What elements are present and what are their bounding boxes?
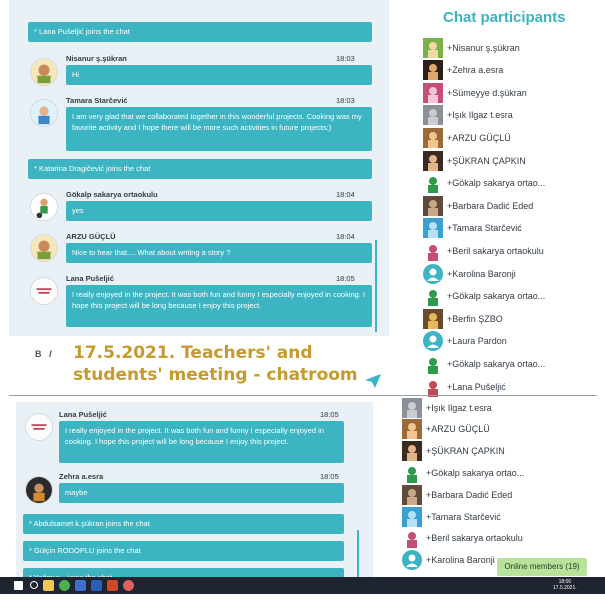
participant-name: +Gökalp sakarya ortao... <box>447 358 546 369</box>
participant-item[interactable] <box>423 263 516 284</box>
chat-panel-top <box>9 0 389 336</box>
participant-item[interactable] <box>402 462 524 483</box>
windows-start-icon[interactable] <box>14 581 23 590</box>
participant-item[interactable] <box>423 353 545 374</box>
online-members-button[interactable]: Online members (19) <box>497 558 587 576</box>
participant-name: +Karolina Baronji <box>447 268 516 279</box>
participants-title: Chat participants <box>443 9 566 26</box>
file-explorer-icon[interactable] <box>43 580 54 591</box>
user-avatar <box>30 58 58 86</box>
message-sender: Tamara Starčević <box>66 96 128 105</box>
participant-avatar <box>423 196 443 216</box>
user-avatar <box>25 476 53 504</box>
participant-avatar <box>402 398 422 418</box>
participant-item[interactable] <box>423 376 506 397</box>
participant-name: +ARZU GÜÇLÜ <box>426 424 490 435</box>
caption-line: students' meeting - chatroom <box>73 365 358 385</box>
taskbar <box>0 577 605 594</box>
system-message: * Abdulsamet k.şükran joins the chat <box>23 514 344 534</box>
message-bubble: I really enjoyed in the project. It was both fun and funny I especially enjoyed in cooking. I hope this project will be long because I enjoy this project. <box>59 421 344 463</box>
participant-avatar <box>423 60 443 80</box>
participant-avatar <box>402 441 422 461</box>
participant-avatar <box>423 264 443 284</box>
user-avatar <box>30 99 58 127</box>
participant-avatar <box>423 38 443 58</box>
participant-item[interactable] <box>423 82 527 103</box>
italic-button[interactable]: I <box>49 349 52 359</box>
system-message: * Katarina Dragičević joins the chat <box>28 159 372 179</box>
participant-item[interactable] <box>402 419 490 440</box>
message-sender: ARZU GÜÇLÜ <box>66 232 116 241</box>
participant-item[interactable] <box>402 528 523 549</box>
participant-avatar <box>423 354 443 374</box>
user-avatar <box>30 193 58 221</box>
participant-name: +Barbara Dadić Eded <box>426 489 513 500</box>
clock-time: 18:06 <box>558 579 572 585</box>
message-time: 18:04 <box>336 190 355 199</box>
message-time: 18:05 <box>336 274 355 283</box>
participant-name: +Işık Ilgaz t.esra <box>426 402 492 413</box>
participant-avatar <box>423 309 443 329</box>
participant-avatar <box>402 550 422 570</box>
message-bubble: I am very glad that we collaborated together in this wonderful projects. Cooking was my favorite activity and I hope there will be more such activities in future projects;) <box>66 107 372 151</box>
user-avatar <box>30 277 58 305</box>
participant-item[interactable] <box>423 37 520 58</box>
message-time: 18:03 <box>336 96 355 105</box>
participant-item[interactable] <box>402 506 501 527</box>
participant-name: +ŞÜKRAN ÇAPKIN <box>447 155 526 166</box>
bold-button[interactable]: B <box>35 349 42 359</box>
participant-avatar <box>423 331 443 351</box>
participant-name: +Beril sakarya ortaokulu <box>447 245 544 256</box>
participant-name: +Laura Pardon <box>447 336 507 347</box>
participant-name: +Gökalp sakarya ortao... <box>447 291 546 302</box>
participant-name: +Barbara Dadić Eded <box>447 200 534 211</box>
participant-avatar <box>402 528 422 548</box>
participant-avatar <box>402 419 422 439</box>
user-avatar <box>30 234 58 262</box>
participant-item[interactable] <box>423 331 507 352</box>
participant-name: +Nisanur ş.şükran <box>447 42 520 53</box>
message-bubble: maybe <box>59 483 344 503</box>
caption-line: 17.5.2021. Teachers' and <box>73 343 313 363</box>
participant-item[interactable] <box>402 441 505 462</box>
participant-avatar <box>423 241 443 261</box>
participant-item[interactable] <box>423 240 544 261</box>
browser-icon[interactable] <box>123 580 134 591</box>
participant-avatar <box>423 286 443 306</box>
participant-item[interactable] <box>423 105 513 126</box>
participant-avatar <box>423 151 443 171</box>
participant-name: +Tamara Starčević <box>426 511 501 522</box>
message-time: 18:05 <box>320 472 339 481</box>
chat-scrollbar[interactable] <box>357 530 359 577</box>
participant-name: +Sümeyye d.şükran <box>447 87 527 98</box>
participants-panel-top <box>418 0 593 395</box>
participant-item[interactable] <box>423 60 503 81</box>
participant-name: +Beril sakarya ortaokulu <box>426 533 523 544</box>
participant-avatar <box>423 173 443 193</box>
participant-avatar <box>423 83 443 103</box>
media-icon[interactable] <box>75 580 86 591</box>
message-sender: Zehra a.esra <box>59 472 104 481</box>
message-time: 18:03 <box>336 54 355 63</box>
participant-name: +Tamara Starčević <box>447 223 522 234</box>
powerpoint-icon[interactable] <box>107 580 118 591</box>
participant-avatar <box>423 377 443 397</box>
participant-avatar <box>402 507 422 527</box>
chat-panel-bottom <box>16 402 373 577</box>
participant-item[interactable] <box>423 308 503 329</box>
clock[interactable] <box>553 579 577 591</box>
participant-item[interactable] <box>423 286 545 307</box>
system-message: * Gülçin RODOPLU joins the chat <box>23 541 344 561</box>
participant-name: +ŞÜKRAN ÇAPKIN <box>426 446 505 457</box>
participant-name: +Işık Ilgaz t.esra <box>447 110 513 121</box>
participant-avatar <box>423 105 443 125</box>
participant-avatar <box>423 218 443 238</box>
participant-name: +Zehra a.esra <box>447 65 504 76</box>
system-message: * Lana Pušeljić joins the chat <box>28 22 372 42</box>
participant-avatar <box>402 463 422 483</box>
send-icon[interactable] <box>365 374 381 388</box>
participant-item[interactable] <box>423 195 533 216</box>
participant-name: +Lana Pušeljić <box>447 381 506 392</box>
participant-item[interactable] <box>402 484 512 505</box>
participant-item[interactable] <box>402 397 492 418</box>
message-sender: Nisanur ş.şükran <box>66 54 127 63</box>
message-bubble: Hi <box>66 65 372 85</box>
participant-item[interactable] <box>423 150 526 171</box>
message-sender: Gökalp sakarya ortaokulu <box>66 190 158 199</box>
participants-panel-bottom <box>398 402 595 577</box>
participant-name: +Gökalp sakarya ortao... <box>426 467 525 478</box>
participant-avatar <box>402 485 422 505</box>
message-time: 18:05 <box>320 410 339 419</box>
participant-name: +Karolina Baronji <box>426 555 495 566</box>
participant-name: +ARZU GÜÇLÜ <box>447 132 511 143</box>
word-icon[interactable] <box>91 580 102 591</box>
participant-item[interactable] <box>402 550 495 571</box>
message-time: 18:04 <box>336 232 355 241</box>
search-icon[interactable] <box>30 581 38 589</box>
participant-item[interactable] <box>423 127 511 148</box>
chrome-icon[interactable] <box>59 580 70 591</box>
message-bubble: yes <box>66 201 372 221</box>
participant-item[interactable] <box>423 173 545 194</box>
message-bubble: Nice to hear that.... What about writing a story ? <box>66 243 372 263</box>
message-sender: Lana Pušeljić <box>59 410 107 419</box>
clock-date: 17.5.2021. <box>553 585 577 591</box>
chat-scrollbar[interactable] <box>375 240 377 332</box>
divider <box>9 395 597 396</box>
message-sender: Lana Pušeljić <box>66 274 114 283</box>
participant-name: +Berfin ŞZBO <box>447 313 503 324</box>
participant-avatar <box>423 128 443 148</box>
participant-item[interactable] <box>423 218 522 239</box>
message-bubble: I really enjoyed in the project. It was both fun and funny I especially enjoyed in cooking. I hope this project will be long because I enjoy this project. <box>66 285 372 327</box>
participant-name: +Gökalp sakarya ortao... <box>447 178 546 189</box>
user-avatar <box>25 413 53 441</box>
